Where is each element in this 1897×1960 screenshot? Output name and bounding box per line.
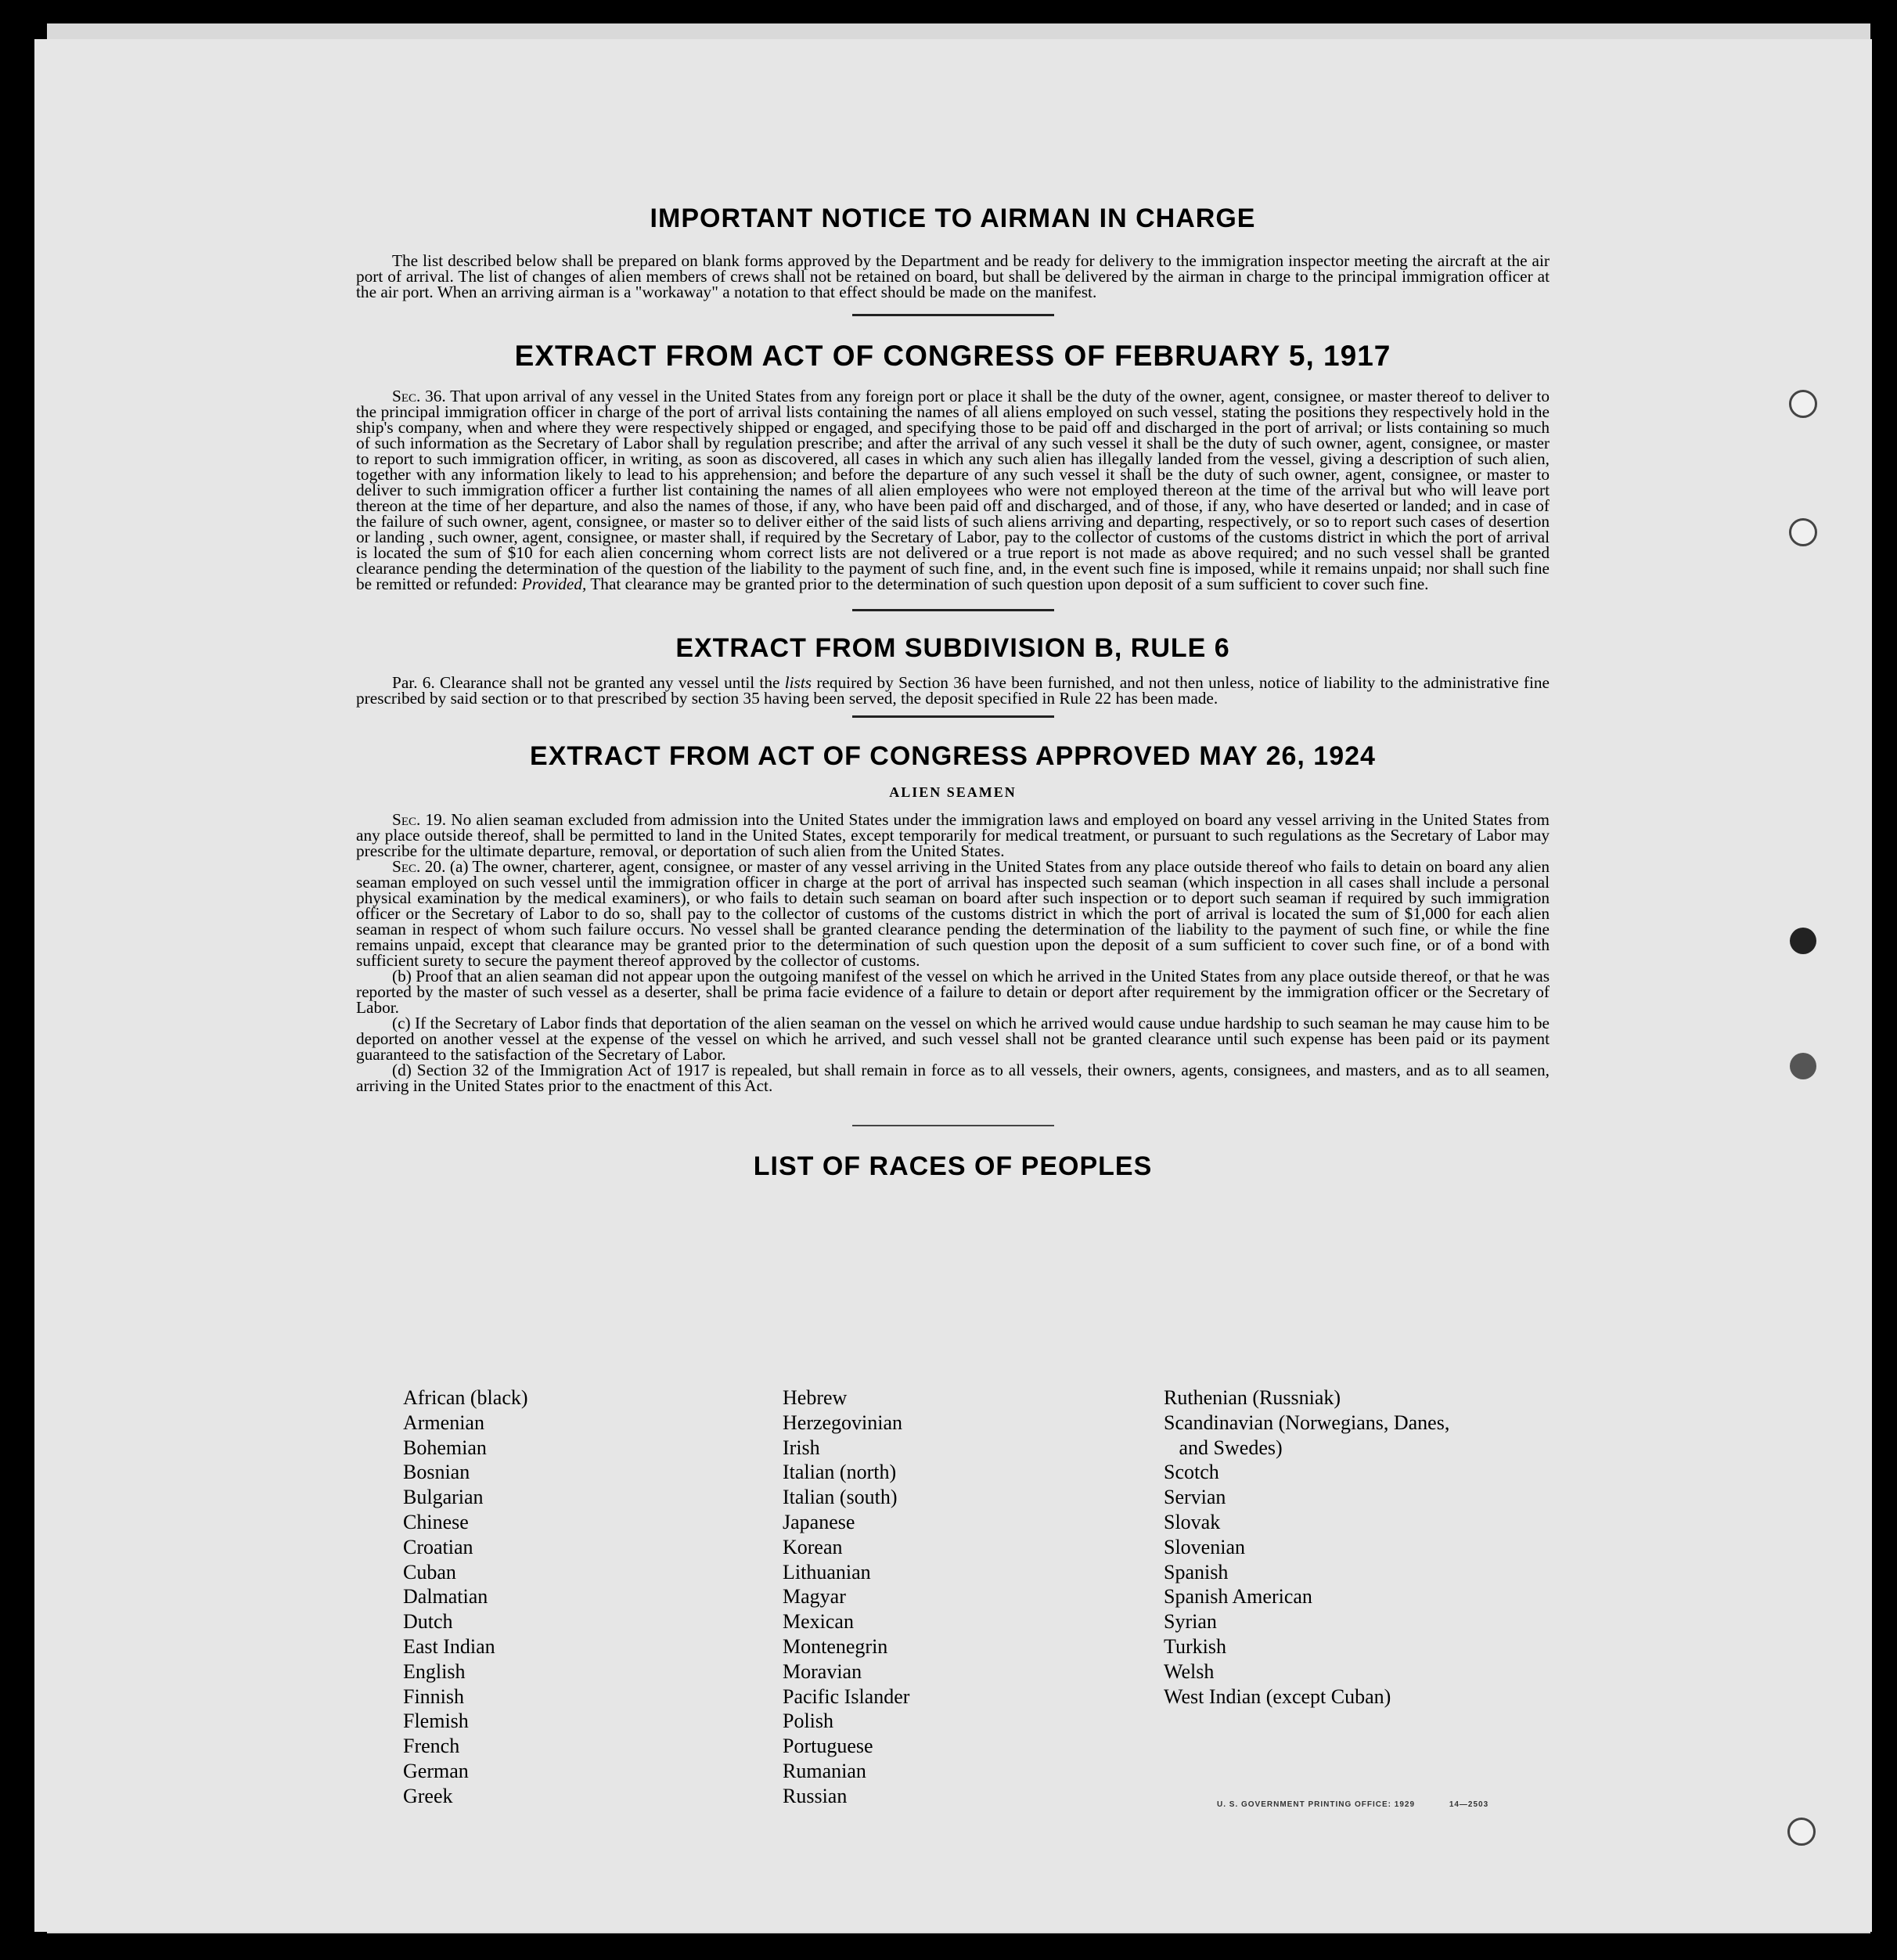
race-item: Magyar: [783, 1585, 846, 1609]
race-item: Italian (south): [783, 1486, 898, 1509]
race-item: Scandinavian (Norwegians, Danes,: [1164, 1411, 1450, 1434]
binder-hole: [1789, 518, 1817, 546]
race-item: German: [403, 1759, 469, 1782]
rivet-mark: [1790, 928, 1816, 954]
printer-imprint: U. S. GOVERNMENT PRINTING OFFICE: 1929: [1217, 1800, 1416, 1809]
printer-footer: [1217, 1800, 1488, 1809]
race-item: Portuguese: [783, 1735, 873, 1758]
sec20b-text: (b) Proof that an alien seaman did not appear upon the outgoing manifest of the vessel on which he arrived in the United States from any place outside thereof, or that he was reported by the master of such vessel as a deserter, shall be prima facie evidence of a failure to detain or deport after requirement by the immigration officer or the Secretary of Labor.: [356, 967, 1550, 1017]
divider: [852, 1125, 1054, 1126]
proviso-label: Provided,: [521, 575, 587, 593]
race-item: Montenegrin: [783, 1634, 888, 1658]
race-item: Korean: [783, 1535, 843, 1558]
race-item: Scotch: [1164, 1461, 1219, 1484]
sec20d-text: (d) Section 32 of the Immigration Act of 1917 is repealed, but shall remain in force as to all vessels, their owners, agents, consignees, and masters, and as to all seamen, arriving in the United States prior to the enactment of this Act.: [356, 1061, 1550, 1095]
act-1924-title: EXTRACT FROM ACT OF CONGRESS APPROVED MAY 26, 1924: [530, 741, 1376, 771]
race-item: Japanese: [783, 1510, 855, 1533]
rule6-text-a: Par. 6. Clearance shall not be granted any vessel until the: [392, 673, 780, 692]
race-item: West Indian (except Cuban): [1164, 1684, 1391, 1708]
race-item: English: [403, 1659, 466, 1683]
sec20a-text: (a) The owner, charterer, agent, consignee, or master of any vessel arriving in the United States from any place outside thereof who fails to detain on board any alien seaman employed on such vessel until the immigration officer in charge at the port of arrival has inspected such seaman (which inspection in all cases shall include a personal physical examination by the medical examiners), or who fails to detain such seaman on board after such inspection or to deport such seaman if required by such immigration officer or the Secretary of Labor to do so, shall pay to the collector of customs of the customs district in which the port of arrival is located the sum of $1,000 for each alien seaman in respect of whom such failure occurs. No vessel shall be granted clearance pending the determination of the liability to the payment of such fine, or while the fine remains unpaid, except that clearance may be granted prior to the determination of such question upon the deposit of a sum sufficient to cover such fine, or of a bond with sufficient surety to secure the payment thereof approved by the collector of customs.: [356, 857, 1550, 970]
race-item: Herzegovinian: [783, 1411, 903, 1434]
races-list: [403, 1385, 1546, 1824]
race-item: Hebrew: [783, 1386, 848, 1409]
sec36-text-end: That clearance may be granted prior to the determination of such question upon deposit of a sum sufficient to cover such fine.: [590, 575, 1429, 593]
race-item: Welsh: [1164, 1659, 1215, 1683]
race-item: Italian (north): [783, 1461, 897, 1484]
race-item: Cuban: [403, 1560, 456, 1583]
race-item: Armenian: [403, 1411, 484, 1434]
race-item: Lithuanian: [783, 1560, 871, 1583]
race-item: Flemish: [403, 1710, 469, 1733]
race-item: Greek: [403, 1784, 453, 1807]
race-item: Bulgarian: [403, 1486, 484, 1509]
rivet-mark: [1790, 1053, 1816, 1079]
race-item: Polish: [783, 1710, 834, 1733]
act-1917-title: EXTRACT FROM ACT OF CONGRESS OF FEBRUARY 5, 1917: [514, 340, 1391, 372]
sec19-text: No alien seaman excluded from admission into the United States under the immigration laws and employed on board any vessel arriving in the United States from any place outside thereof, shall be permitted to land in the United States, except temporarily for medical treatment, or pursuant to such regulations as the Secretary of Labor may prescribe for the ultimate departure, removal, or deportation of such alien from the United States.: [356, 810, 1550, 860]
race-item: Slovak: [1164, 1510, 1221, 1533]
races-title: LIST OF RACES OF PEOPLES: [753, 1151, 1153, 1181]
race-item: Mexican: [783, 1610, 854, 1634]
races-column-3: [1164, 1385, 1449, 1709]
notice-text: The list described below shall be prepared on blank forms approved by the Department and be ready for delivery to the immigration inspector meeting the aircraft at the air port of arrival. The list of changes of alien members of crews shall not be retained on board, but shall be delivered by the airman in charge to the principal immigration officer at the air port. When an arriving airman is a "workaway" a notation to that effect should be made on the manifest.: [356, 251, 1550, 301]
races-column-1: [403, 1385, 528, 1809]
race-item: Spanish: [1164, 1560, 1229, 1583]
race-item: East Indian: [403, 1634, 495, 1658]
act-1917-sec36: [356, 388, 1550, 592]
sec36-text: That upon arrival of any vessel in the United States from any foreign port or place it shall be the duty of the owner, agent, consignee, or master thereof to deliver to the principal immigration officer in charge of the port of arrival lists containing the names of all aliens employed on such vessel, stating the positions they respectively hold in the ship's company, when and where they were respectively shipped or engaged, and specifying those to be paid off and discharged in the port of arrival; or lists containing so much of such information as the Secretary of Labor shall by regulation prescribe; and after the arrival of any such vessel it shall be the duty of such owner, agent, consignee, or master to report to such immigration officer, in writing, as soon as discovered, all cases in which any such alien has illegally landed from the vessel, giving a description of such alien, together with any information likely to lead to his apprehension; and before the departure of any such vessel it shall be the duty of such owner, agent, consignee, or master to deliver to such immigration officer a further list containing the names of all alien employees who were not employed thereon at the time of the arrival but who will leave port thereon at the time of her departure, and also the names of those, if any, who have been paid off and discharged, and of those, if any, who have deserted or landed; and in case of the failure of such owner, agent, consignee, or master so to deliver either of the said lists of such aliens arriving and departing, respectively, or so to report such cases of desertion or landing , such owner, agent, consignee, or master shall, if required by the Secretary of Labor, pay to the collector of customs of the customs district in which the port of arrival is located the sum of $10 for each alien concerning whom correct lists are not delivered or a true report is not made as above required; and no such vessel shall be granted clearance pending the determination of the question of the liability to the payment of such fine, and, in the event such fine is imposed, while it remains unpaid; nor shall such fine be remitted or refunded:: [356, 387, 1550, 593]
race-item: Dalmatian: [403, 1585, 488, 1609]
form-number: 14—2503: [1449, 1800, 1489, 1809]
divider: [852, 314, 1054, 316]
sec-label: Sec. 19.: [392, 810, 447, 829]
race-item: Finnish: [403, 1684, 465, 1708]
sec20c-text: (c) If the Secretary of Labor finds that deportation of the alien seaman on the vessel on which he arrived would cause undue hardship to such seaman he may cause him to be deported on another vessel at the expense of the vessel on which he arrived, and such vessel shall not be granted clearance until such expense has been paid or its payment guaranteed to the satisfaction of the Secretary of Labor.: [356, 1014, 1550, 1064]
sec20a-paragraph: [356, 859, 1550, 968]
divider: [852, 715, 1054, 718]
binder-hole: [1789, 390, 1817, 418]
sec19-paragraph: [356, 812, 1550, 859]
race-item: Moravian: [783, 1659, 862, 1683]
rule6-text-b: required by Section 36 have been furnished, and not then unless, notice of liability to the administrative fine prescribed by said section or to that prescribed by section 35 having been served, the deposit specified in Rule 22 has been made.: [356, 673, 1550, 708]
binder-hole: [1787, 1818, 1816, 1846]
race-item: Russian: [783, 1784, 848, 1807]
document-content: [356, 164, 1550, 1182]
race-item: Dutch: [403, 1610, 453, 1634]
race-item: African (black): [403, 1386, 528, 1409]
race-item: Rumanian: [783, 1759, 866, 1782]
rule6-title: EXTRACT FROM SUBDIVISION B, RULE 6: [675, 633, 1230, 663]
race-item: Bohemian: [403, 1436, 487, 1459]
sec-label: Sec. 36.: [392, 387, 446, 405]
race-item: Turkish: [1164, 1634, 1226, 1658]
notice-title: IMPORTANT NOTICE TO AIRMAN IN CHARGE: [650, 204, 1256, 233]
race-item: Croatian: [403, 1535, 473, 1558]
race-item: Spanish American: [1164, 1585, 1312, 1609]
race-item: Pacific Islander: [783, 1684, 910, 1708]
race-item: and Swedes): [1164, 1436, 1283, 1459]
race-item: Ruthenian (Russniak): [1164, 1386, 1341, 1409]
alien-seamen-subtitle: ALIEN SEAMEN: [889, 784, 1017, 800]
race-item: Slovenian: [1164, 1535, 1245, 1558]
race-item: Servian: [1164, 1486, 1226, 1509]
race-item: Irish: [783, 1436, 820, 1459]
races-column-2: [783, 1385, 909, 1809]
sec-label: Sec. 20.: [392, 857, 446, 876]
race-item: Syrian: [1164, 1610, 1217, 1634]
divider: [852, 609, 1054, 611]
race-item: French: [403, 1735, 460, 1758]
rule6-text: [356, 675, 1550, 706]
lists-word: lists: [784, 673, 812, 692]
race-item: Bosnian: [403, 1461, 470, 1484]
race-item: Chinese: [403, 1510, 469, 1533]
